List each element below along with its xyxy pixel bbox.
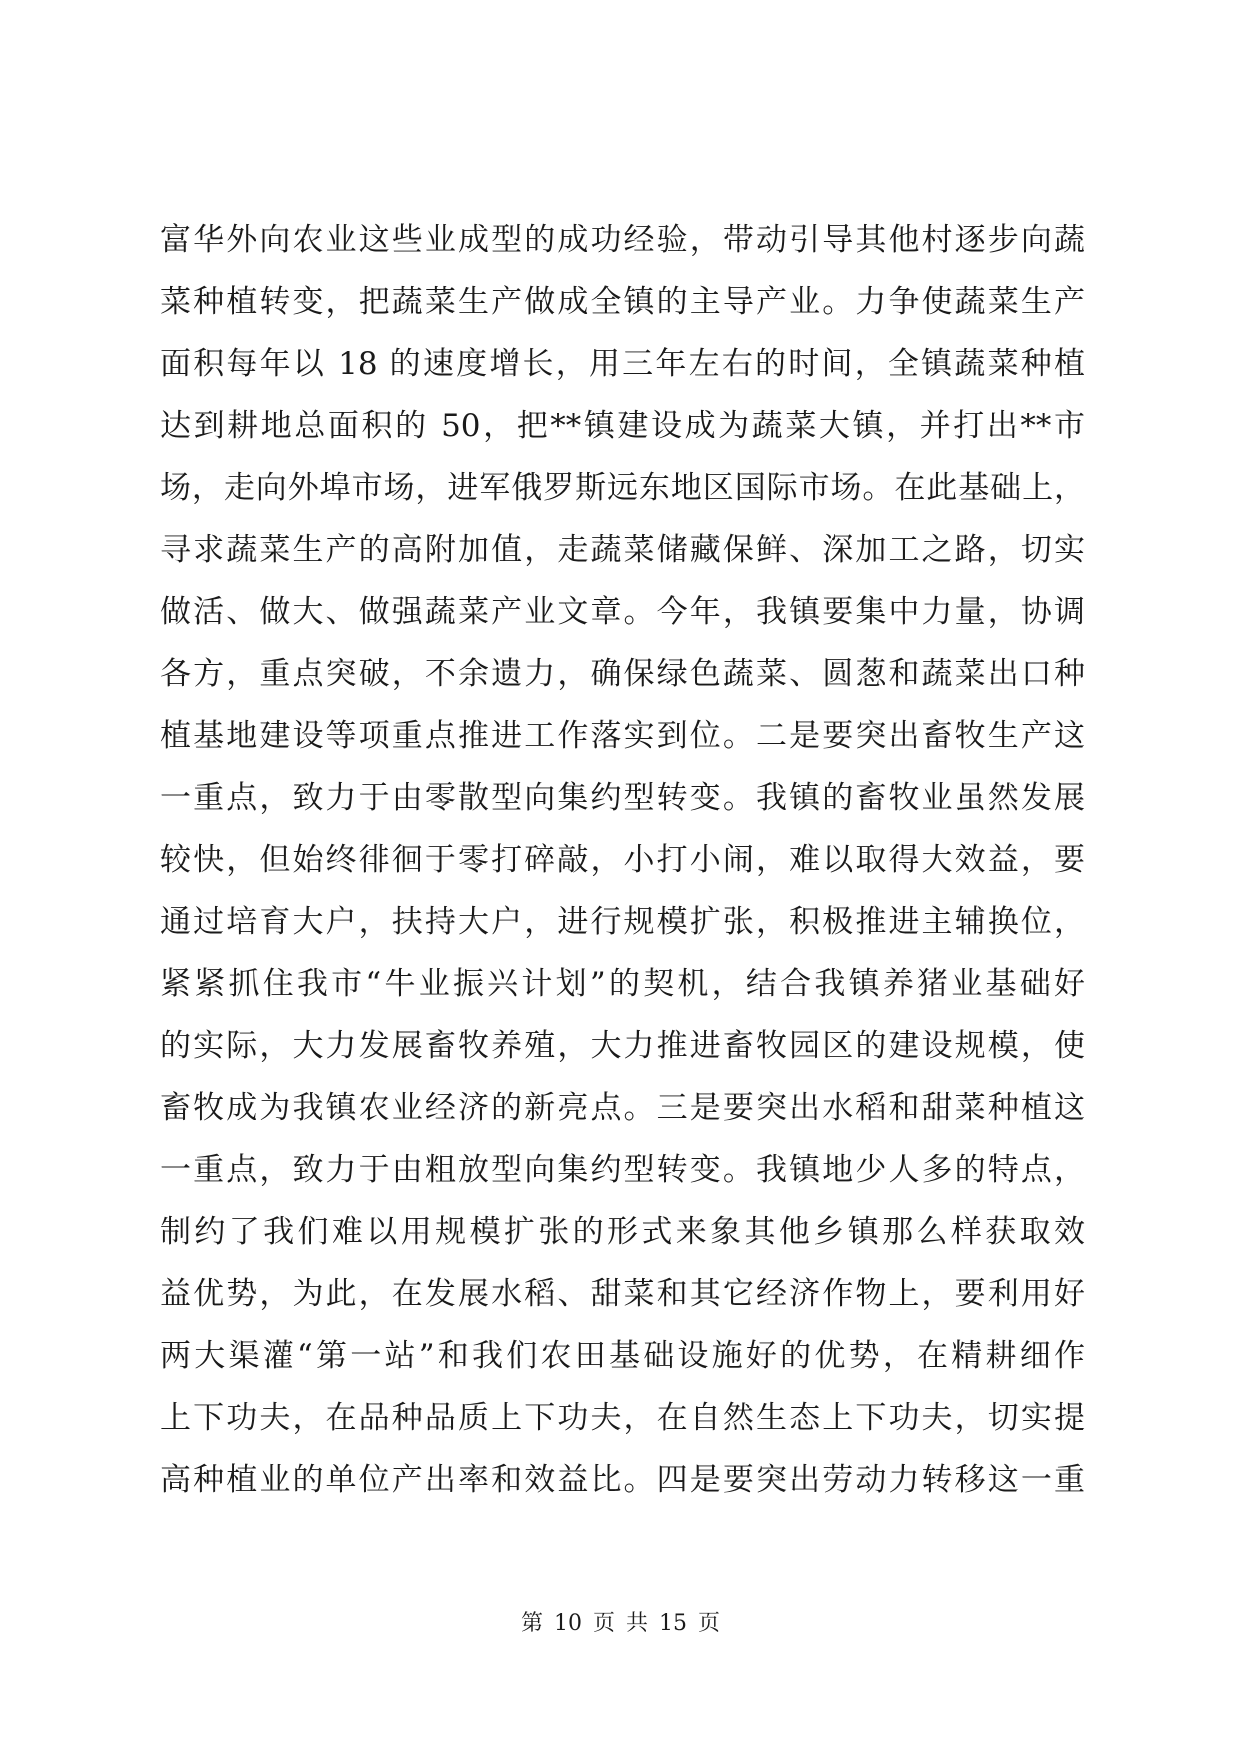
text-line: 寻求蔬菜生产的高附加值，走蔬菜储藏保鲜、深加工之路，切实: [160, 532, 1085, 568]
body-paragraph: [160, 209, 1085, 1511]
text-line: 达到耕地总面积的 50，把**镇建设成为蔬菜大镇，并打出**市: [160, 408, 1085, 444]
text-line: 畜牧成为我镇农业经济的新亮点。三是要突出水稻和甜菜种植这: [160, 1090, 1085, 1126]
text-line: 的实际，大力发展畜牧养殖，大力推进畜牧园区的建设规模，使: [160, 1028, 1085, 1064]
text-line: 益优势，为此，在发展水稻、甜菜和其它经济作物上，要利用好: [160, 1276, 1085, 1312]
text-line: 一重点，致力于由零散型向集约型转变。我镇的畜牧业虽然发展: [160, 780, 1085, 816]
text-line: 通过培育大户，扶持大户，进行规模扩张，积极推进主辅换位，: [160, 904, 1085, 940]
text-line: 制约了我们难以用规模扩张的形式来象其他乡镇那么样获取效: [160, 1214, 1085, 1250]
text-line: 菜种植转变，把蔬菜生产做成全镇的主导产业。力争使蔬菜生产: [160, 284, 1085, 320]
text-line: 上下功夫，在品种品质上下功夫，在自然生态上下功夫，切实提: [160, 1400, 1085, 1436]
text-line: 做活、做大、做强蔬菜产业文章。今年，我镇要集中力量，协调: [160, 594, 1085, 630]
page-number-footer: 第 10 页 共 15 页: [521, 1611, 720, 1636]
text-line: 一重点，致力于由粗放型向集约型转变。我镇地少人多的特点，: [160, 1152, 1085, 1188]
text-line: 植基地建设等项重点推进工作落实到位。二是要突出畜牧生产这: [160, 718, 1085, 754]
text-line: 面积每年以 18 的速度增长，用三年左右的时间，全镇蔬菜种植: [160, 346, 1085, 382]
text-line: 富华外向农业这些业成型的成功经验，带动引导其他村逐步向蔬: [160, 222, 1085, 258]
text-line: 高种植业的单位产出率和效益比。四是要突出劳动力转移这一重: [160, 1462, 1085, 1498]
text-line: 较快，但始终徘徊于零打碎敲，小打小闹，难以取得大效益，要: [160, 842, 1085, 878]
text-line: 场，走向外埠市场，进军俄罗斯远东地区国际市场。在此基础上，: [160, 470, 1085, 506]
text-line: 各方，重点突破，不余遗力，确保绿色蔬菜、圆葱和蔬菜出口种: [160, 656, 1085, 692]
text-line: 紧紧抓住我市“牛业振兴计划”的契机，结合我镇养猪业基础好: [160, 966, 1085, 1002]
text-line: 两大渠灌“第一站”和我们农田基础设施好的优势，在精耕细作: [160, 1338, 1085, 1374]
